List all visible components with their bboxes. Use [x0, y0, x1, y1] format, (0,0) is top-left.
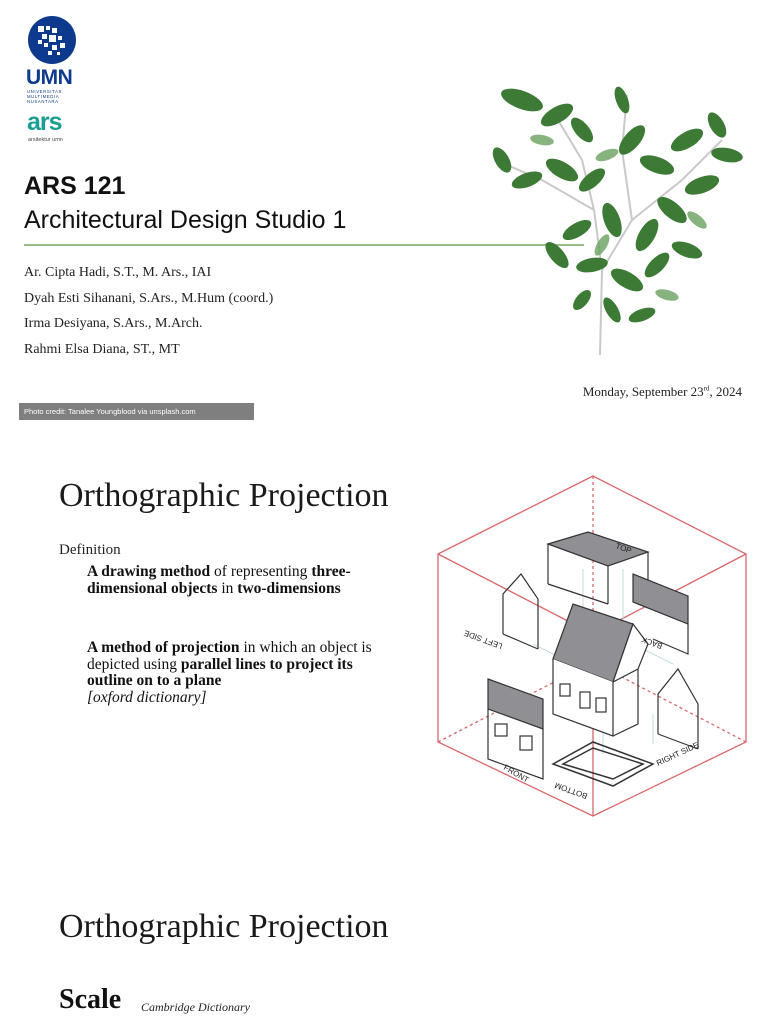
umn-logo-text: UMN — [26, 66, 73, 89]
slide-title: Orthographic Projection — [59, 908, 389, 945]
photo-credit: Photo credit: Tanalee Youngblood via unsplash.com — [24, 407, 196, 416]
scale-source: Cambridge Dictionary — [141, 1000, 250, 1014]
course-title: Architectural Design Studio 1 — [24, 206, 347, 234]
ars-logo-text: ars — [27, 108, 62, 136]
lecturer-name: Irma Desiyana, S.Ars., M.Arch. — [24, 316, 203, 331]
course-code: ARS 121 — [24, 172, 126, 200]
plant-photo — [482, 70, 752, 360]
ars-logo-subtext: arsitektur umn — [28, 137, 63, 143]
diagram-label-right: RIGHT SIDE — [655, 740, 701, 768]
lecturer-name: Dyah Esti Sihanani, S.Ars., M.Hum (coord.) — [24, 290, 274, 306]
orthographic-projection-diagram — [433, 474, 749, 820]
scale-term: Scale — [59, 984, 122, 1015]
diagram-label-top: TOP — [614, 541, 633, 556]
diagram-label-front: FRONT — [502, 762, 531, 785]
lecturer-name: Rahmi Elsa Diana, ST., MT — [24, 341, 180, 357]
definition-text-2: A method of projection in which an object is depicted using parallel lines to project its outline on to a plane [oxford dictionary] — [87, 639, 372, 706]
definition-label: Definition — [59, 542, 121, 558]
slide-title: Orthographic Projection — [59, 477, 389, 514]
presentation-date: Monday, September 23rd, 2024 — [582, 384, 742, 399]
diagram-label-bottom: BOTTOM — [553, 780, 589, 801]
title-slide — [0, 0, 768, 432]
diagram-label-left: LEFT SIDE — [462, 628, 504, 651]
umn-logo-icon — [28, 16, 76, 64]
lecturer-list — [24, 260, 273, 362]
definition-text-1: A drawing method of representing three-dimensional objects in two-dimensions — [87, 563, 351, 597]
umn-logo-subtext: UNIVERSITAS MULTIMEDIA NUSANTARA — [27, 89, 62, 104]
definition-slide — [0, 432, 768, 864]
diagram-label-back: BACK — [640, 634, 664, 651]
lecturer-name: Ar. Cipta Hadi, S.T., M. Ars., IAI — [24, 265, 212, 280]
scale-slide — [0, 864, 768, 1024]
